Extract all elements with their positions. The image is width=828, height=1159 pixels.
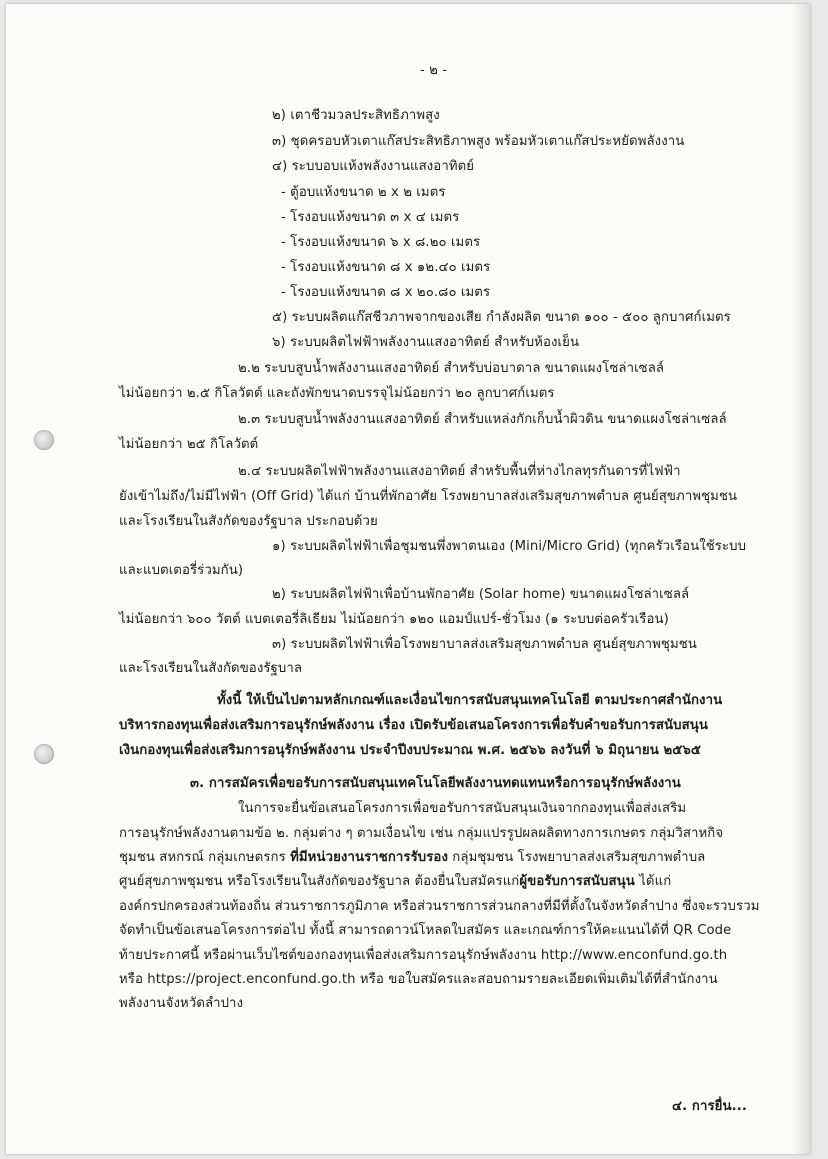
list-item: - โรงอบแห้งขนาด ๘ x ๑๒.๔๐ เมตร bbox=[281, 260, 491, 275]
paragraph-line: และโรงเรียนในสังกัดของรัฐบาล bbox=[119, 661, 303, 676]
text-run: ได้แก่ bbox=[639, 874, 672, 889]
list-item: ๔) ระบบอบแห้งพลังงานแสงอาทิตย์ bbox=[272, 159, 475, 174]
paragraph-line: และแบตเตอรี่ร่วมกัน) bbox=[119, 563, 244, 578]
continuation-text: ๔. การยื่น... bbox=[672, 1099, 747, 1114]
page-number: - ๒ - bbox=[420, 63, 448, 78]
paragraph-line: ในการจะยื่นข้อเสนอโครงการเพื่อขอรับการสนับสนุนเงินจากกองทุนเพื่อส่งเสริม bbox=[238, 801, 687, 816]
paragraph-line: ไม่น้อยกว่า ๒๕ กิโลวัตต์ bbox=[119, 437, 259, 452]
punch-hole bbox=[34, 744, 54, 764]
paragraph-line bbox=[119, 849, 705, 867]
bold-note-line: ทั้งนี้ ให้เป็นไปตามหลักเกณฑ์และเงื่อนไขการสนับสนุนเทคโนโลยี ตามประกาศสำนักงาน bbox=[217, 693, 723, 708]
paragraph-line: ๒.๓ ระบบสูบน้ำพลังงานแสงอาทิตย์ สำหรับแหล่งกักเก็บน้ำผิวดิน ขนาดแผงโซล่าเซลล์ bbox=[238, 412, 727, 427]
list-item: ๒) เตาชีวมวลประสิทธิภาพสูง bbox=[272, 108, 440, 123]
text-run-bold: ที่มีหน่วยงานราชการรับรอง bbox=[290, 850, 448, 865]
paragraph-line: ๒.๔ ระบบผลิตไฟฟ้าพลังงานแสงอาทิตย์ สำหรับพื้นที่ห่างไกลทุรกันดารที่ไฟฟ้า bbox=[238, 464, 681, 479]
page-edge-shadow bbox=[792, 4, 810, 1154]
list-item: - โรงอบแห้งขนาด ๘ x ๒๐.๘๐ เมตร bbox=[281, 285, 491, 300]
paragraph-line: ๒) ระบบผลิตไฟฟ้าเพื่อบ้านพักอาศัย (Solar home) ขนาดแผงโซล่าเซลล์ bbox=[272, 587, 690, 602]
paragraph-line: จัดทำเป็นข้อเสนอโครงการต่อไป ทั้งนี้ สามารถดาวน์โหลดใบสมัคร และเกณฑ์การให้คะแนนได้ที่ QR Code bbox=[119, 923, 732, 938]
paragraph-line: พลังงานจังหวัดลำปาง bbox=[119, 996, 244, 1011]
text-run: ศูนย์สุขภาพชุมชน หรือโรงเรียนในสังกัดของรัฐบาล ต้องยื่นใบสมัครแก่ bbox=[119, 874, 520, 889]
text-run: กลุ่มชุมชน โรงพยาบาลส่งเสริมสุขภาพตำบล bbox=[452, 850, 706, 865]
paragraph-line: และโรงเรียนในสังกัดของรัฐบาล ประกอบด้วย bbox=[119, 514, 378, 529]
document-page bbox=[6, 4, 810, 1154]
list-item: ๓) ชุดครอบหัวเตาแก๊สประสิทธิภาพสูง พร้อมหัวเตาแก๊สประหยัดพลังงาน bbox=[272, 134, 685, 149]
paragraph-line: ๓) ระบบผลิตไฟฟ้าเพื่อโรงพยาบาลส่งเสริมสุขภาพตำบล ศูนย์สุขภาพชุมชน bbox=[272, 637, 697, 652]
paragraph-line bbox=[119, 873, 671, 891]
paragraph-line: องค์กรปกครองส่วนท้องถิ่น ส่วนราชการภูมิภาค หรือส่วนราชการส่วนกลางที่มีที่ตั้งในจังหวัดลำปาง ซึ่งจะรวบรวม bbox=[119, 899, 760, 914]
list-item: - โรงอบแห้งขนาด ๖ x ๘.๒๐ เมตร bbox=[281, 235, 481, 250]
paragraph-line: ไม่น้อยกว่า ๖๐๐ วัตต์ แบตเตอรี่ลิเธียม ไม่น้อยกว่า ๑๒๐ แอมป์แปร์-ชั่วโมง (๑ ระบบต่อครัวเรือน) bbox=[119, 612, 669, 627]
paragraph-line: ไม่น้อยกว่า ๒.๕ กิโลวัตต์ และถังพักขนาดบรรจุไม่น้อยกว่า ๒๐ ลูกบาศก์เมตร bbox=[119, 386, 555, 401]
paragraph-line: ๑) ระบบผลิตไฟฟ้าเพื่อชุมชนพึ่งพาตนเอง (Mini/Micro Grid) (ทุกครัวเรือนใช้ระบบ bbox=[272, 539, 747, 554]
paragraph-line: หรือ https://project.enconfund.go.th หรือ ขอใบสมัครและสอบถามรายละเอียดเพิ่มเติมได้ที่สำนักงาน bbox=[119, 972, 718, 987]
list-item: ๖) ระบบผลิตไฟฟ้าพลังงานแสงอาทิตย์ สำหรับห้องเย็น bbox=[272, 335, 580, 350]
section-heading: ๓. การสมัครเพื่อขอรับการสนับสนุนเทคโนโลยีพลังงานทดแทนหรือการอนุรักษ์พลังงาน bbox=[190, 776, 681, 791]
punch-hole bbox=[34, 430, 54, 450]
paragraph-line: ๒.๒ ระบบสูบน้ำพลังงานแสงอาทิตย์ สำหรับบ่อบาดาล ขนาดแผงโซล่าเซลล์ bbox=[238, 361, 665, 376]
text-run: ชุมชน สหกรณ์ กลุ่มเกษตรกร bbox=[119, 850, 286, 865]
text-run-bold: ผู้ขอรับการสนับสนุน bbox=[519, 874, 635, 889]
paragraph-line: ยังเข้าไม่ถึง/ไม่มีไฟฟ้า (Off Grid) ได้แก่ บ้านที่พักอาศัย โรงพยาบาลส่งเสริมสุขภาพตำบล ศูนย์สุขภาพชุมชน bbox=[119, 489, 738, 504]
list-item: - ตู้อบแห้งขนาด ๒ x ๒ เมตร bbox=[281, 185, 446, 200]
list-item: - โรงอบแห้งขนาด ๓ x ๔ เมตร bbox=[281, 210, 460, 225]
list-item: ๕) ระบบผลิตแก๊สชีวภาพจากของเสีย กำลังผลิต ขนาด ๑๐๐ - ๕๐๐ ลูกบาศก์เมตร bbox=[272, 310, 731, 325]
bold-note-line: บริหารกองทุนเพื่อส่งเสริมการอนุรักษ์พลังงาน เรื่อง เปิดรับข้อเสนอโครงการเพื่อรับคำขอรับการสนับสนุน bbox=[119, 718, 709, 733]
paragraph-line: การอนุรักษ์พลังงานตามข้อ ๒. กลุ่มต่าง ๆ ตามเงื่อนไข เช่น กลุ่มแปรรูปผลผลิตทางการเกษตร กลุ่มวิสาหกิจ bbox=[119, 826, 724, 841]
paragraph-line: ท้ายประกาศนี้ หรือผ่านเว็บไซต์ของกองทุนเพื่อส่งเสริมการอนุรักษ์พลังงาน http://www.enconfund.go.th bbox=[119, 948, 728, 963]
bold-note-line: เงินกองทุนเพื่อส่งเสริมการอนุรักษ์พลังงาน ประจำปีงบประมาณ พ.ศ. ๒๕๖๖ ลงวันที่ ๖ มิถุนายน ๒๕๖๕ bbox=[119, 743, 701, 758]
